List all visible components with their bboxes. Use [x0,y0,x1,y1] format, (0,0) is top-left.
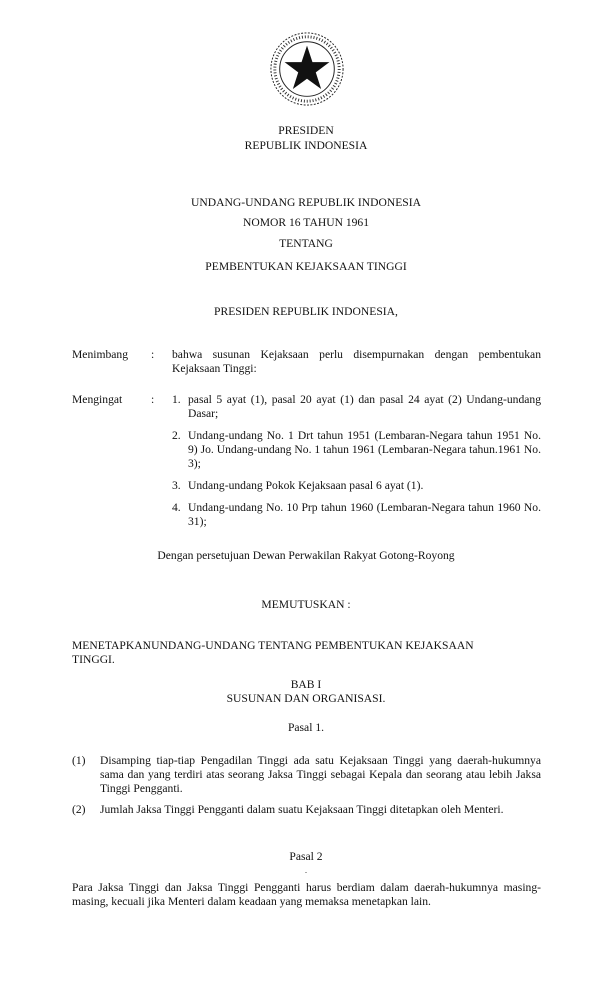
pasal2-dot: . [305,866,307,875]
pasal1-title: Pasal 1. [287,721,325,734]
menimbang-label: Menimbang [72,348,129,361]
header-line1: PRESIDEN [278,124,334,137]
pasal1-num: (2) [72,803,86,816]
bab-subtitle: SUSUNAN DAN ORGANISASI. [226,692,386,705]
president-heading: PRESIDEN REPUBLIK INDONESIA, [214,305,398,318]
mengingat-num: 3. [172,479,181,492]
pasal1-item: Jumlah Jaksa Tinggi Pengganti dalam suatu Kejaksaan Tinggi ditetapkan oleh Menteri. [100,803,504,816]
garuda-emblem-icon [268,30,346,108]
mengingat-item: pasal 5 ayat (1), pasal 20 ayat (1) dan pasal 24 ayat (2) Undang-undang Dasar; [188,393,541,420]
mengingat-colon: : [151,393,155,406]
bab-title: BAB I [290,678,322,691]
title-line4: PEMBENTUKAN KEJAKSAAN TINGGI [205,260,407,273]
pasal2-title: Pasal 2 [289,850,323,863]
title-line1: UNDANG-UNDANG REPUBLIK INDONESIA [191,196,421,209]
mengingat-num: 4. [172,501,181,514]
persetujuan: Dengan persetujuan Dewan Perwakilan Rakyat Gotong-Royong [157,549,455,562]
mengingat-item: Undang-undang Pokok Kejaksaan pasal 6 ayat (1). [188,479,424,492]
mengingat-num: 2. [172,429,181,442]
menetapkan-text: : UNDANG-UNDANG TENTANG PEMBENTUKAN KEJAKSAAN [145,639,474,652]
mengingat-item: Undang-undang No. 10 Prp tahun 1960 (Lembaran-Negara tahun 1960 No. 31); [188,501,541,528]
mengingat-item: Undang-undang No. 1 Drt tahun 1951 (Lembaran-Negara tahun 1951 No. 9) Jo. Undang-undang No. 1 tahun 1961 (Lembaran-Negara tahun.1961 No. 3); [188,429,541,470]
menetapkan-text2: TINGGI. [72,653,115,666]
title-line3: TENTANG [279,237,333,250]
mengingat-label: Mengingat [72,393,123,406]
menetapkan-label: MENETAPKAN [72,639,151,652]
menimbang-text: bahwa susunan Kejaksaan perlu disempurnakan dengan pembentukan Kejaksaan Tinggi: [172,348,541,375]
mengingat-num: 1. [172,393,181,406]
header-line2: REPUBLIK INDONESIA [244,139,368,152]
pasal2-text: Para Jaksa Tinggi dan Jaksa Tinggi Pengganti harus berdiam dalam daerah-hukumnya masing-masing, kecuali jika Menteri dalam keadaan yang memaksa menetapkan lain. [72,881,541,908]
memutuskan: MEMUTUSKAN : [261,598,351,611]
title-line2: NOMOR 16 TAHUN 1961 [242,216,370,229]
pasal1-num: (1) [72,754,86,767]
menimbang-colon: : [151,348,155,361]
pasal1-item: Disamping tiap-tiap Pengadilan Tinggi ada satu Kejaksaan Tinggi yang daerah-hukumnya sama dan yang terdiri atas seorang Jaksa Tinggi sebagai Kepala dan seorang atau lebih Jaksa Tinggi Pengganti. [100,754,541,795]
